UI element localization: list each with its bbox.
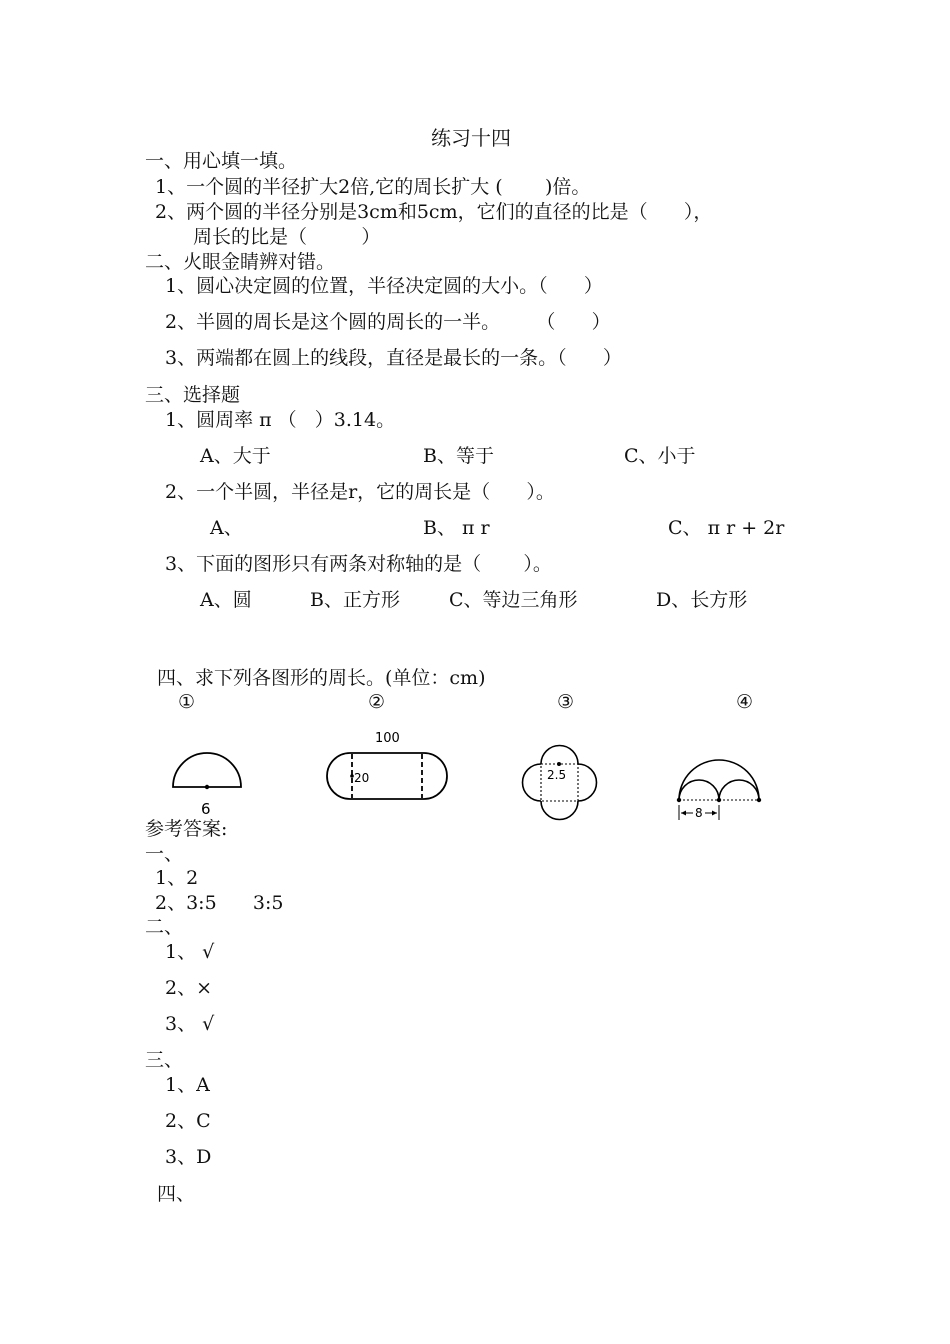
section2-question2: 2、半圆的周长是这个圆的周长的一半。 （ ） (165, 311, 611, 333)
section1-question1: 1、一个圆的半径扩大2倍,它的周长扩大 ( )倍。 (155, 176, 591, 198)
answers-section1-item2: 2、3:5 3:5 (155, 892, 284, 914)
figure3-four-semicircles (505, 728, 615, 843)
answers-section4: 四、 (157, 1183, 196, 1205)
answers-section1: 一、 (145, 843, 184, 865)
figure4-number: ④ (736, 691, 754, 713)
section3-q1-option-c: C、小于 (624, 445, 696, 467)
figure1-diameter-label: 6 (201, 800, 211, 818)
page-title: 练习十四 (431, 126, 511, 150)
section1-question2: 2、两个圆的半径分别是3cm和5cm，它们的直径的比是（ ）， (155, 201, 713, 223)
figure4-nested-semicircles (665, 725, 775, 830)
section3-q1-option-b: B、等于 (423, 445, 494, 467)
section2-heading: 二、火眼金睛辨对错。 (145, 251, 336, 273)
section3-q2-option-a: A、 (210, 517, 243, 539)
section3-question3: 3、下面的图形只有两条对称轴的是（ ）。 (165, 553, 552, 575)
section3-question1: 1、圆周率 π （ ）3.14。 (165, 409, 396, 431)
section1-question2-continued: 周长的比是（ ） (193, 226, 381, 248)
figure3-number: ③ (557, 691, 575, 713)
figure4-diameter-label: 8 (695, 806, 703, 820)
answers-section3-item2: 2、C (165, 1110, 211, 1132)
answers-section3-item1: 1、A (165, 1074, 210, 1096)
figure1-semicircle (160, 720, 255, 820)
figure2-number: ② (368, 691, 386, 713)
section2-question3: 3、两端都在圆上的线段，直径是最长的一条。（ ） (165, 347, 622, 369)
figure1-number: ① (178, 691, 196, 713)
section3-question2: 2、一个半圆，半径是r，它的周长是（ ）。 (165, 481, 555, 503)
figure2-length-label: 100 (375, 731, 400, 746)
section3-q2-option-c: C、 π r + 2r (668, 517, 785, 539)
section3-q1-option-a: A、大于 (200, 445, 271, 467)
section3-q2-option-b: B、 π r (423, 517, 490, 539)
section2-question1: 1、圆心决定圆的位置，半径决定圆的大小。（ ） (165, 275, 603, 297)
figure2-width-label: 20 (354, 771, 370, 785)
figure2-track-shape (315, 725, 460, 810)
section1-heading: 一、用心填一填。 (145, 150, 298, 172)
answers-section3-item3: 3、D (165, 1146, 212, 1168)
answers-section3: 三、 (145, 1049, 184, 1071)
answers-section2-item2: 2、× (165, 977, 213, 999)
section3-q3-option-c: C、等边三角形 (449, 589, 578, 611)
answers-section2-item1: 1、 √ (165, 941, 215, 963)
section3-heading: 三、选择题 (145, 384, 241, 406)
figure3-radius-label: 2.5 (547, 768, 567, 782)
section3-q3-option-b: B、正方形 (310, 589, 400, 611)
answers-section2: 二、 (145, 916, 184, 938)
answers-section1-item1: 1、2 (155, 867, 199, 889)
answers-heading: 参考答案: (145, 818, 228, 840)
answers-section2-item3: 3、 √ (165, 1013, 215, 1035)
section4-heading: 四、求下列各图形的周长。(单位：cm) (157, 667, 486, 689)
section3-q3-option-a: A、圆 (200, 589, 252, 611)
section3-q3-option-d: D、长方形 (656, 589, 748, 611)
